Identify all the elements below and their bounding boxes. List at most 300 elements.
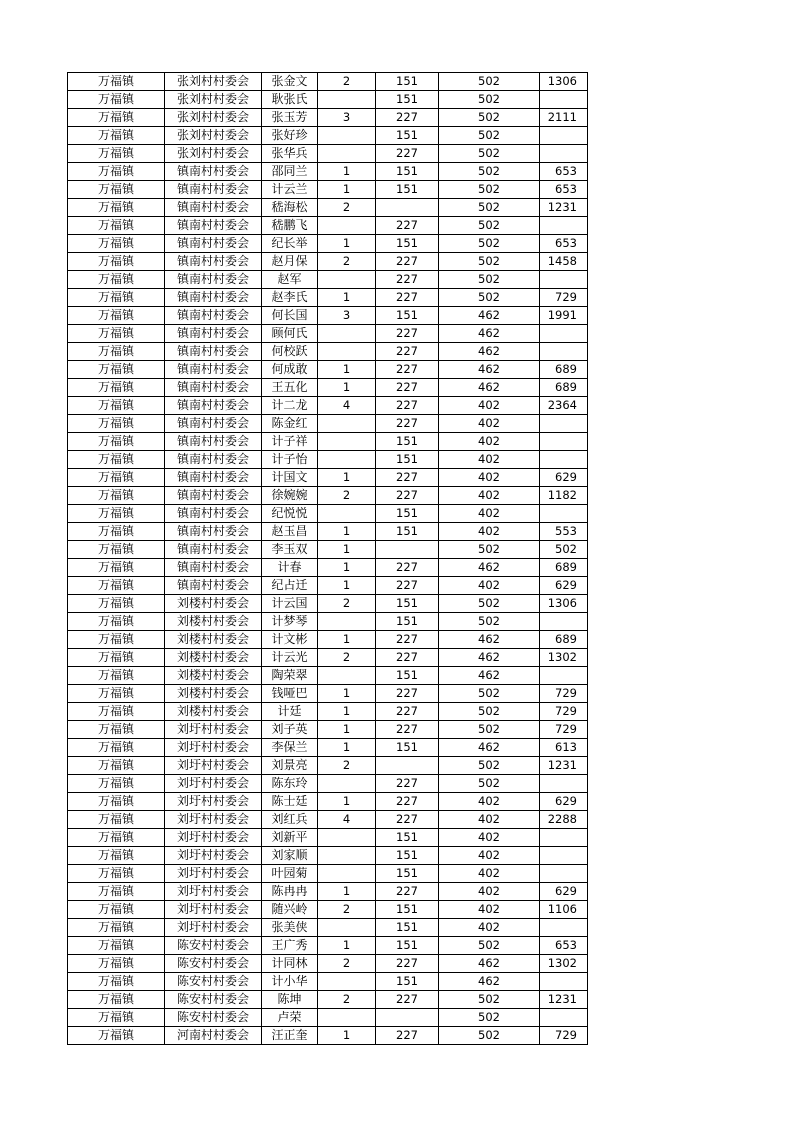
amount-a-cell: 227	[376, 703, 439, 721]
amount-b-cell: 402	[439, 811, 540, 829]
count-cell: 2	[318, 955, 376, 973]
village-committee-cell: 陈安村村委会	[165, 955, 262, 973]
village-committee-cell: 镇南村村委会	[165, 451, 262, 469]
amount-b-cell: 502	[439, 253, 540, 271]
total-cell: 629	[540, 793, 588, 811]
count-cell: 2	[318, 649, 376, 667]
town-cell: 万福镇	[68, 1027, 165, 1045]
name-cell: 计云光	[262, 649, 318, 667]
name-cell: 计云国	[262, 595, 318, 613]
town-cell: 万福镇	[68, 415, 165, 433]
count-cell	[318, 667, 376, 685]
amount-b-cell: 462	[439, 739, 540, 757]
amount-b-cell: 502	[439, 613, 540, 631]
name-cell: 计二龙	[262, 397, 318, 415]
table-row	[68, 595, 588, 613]
count-cell: 1	[318, 685, 376, 703]
table-row	[68, 415, 588, 433]
amount-b-cell: 402	[439, 847, 540, 865]
total-cell	[540, 613, 588, 631]
count-cell: 1	[318, 235, 376, 253]
amount-b-cell: 502	[439, 199, 540, 217]
town-cell: 万福镇	[68, 163, 165, 181]
table-row	[68, 307, 588, 325]
town-cell: 万福镇	[68, 451, 165, 469]
name-cell: 邵同兰	[262, 163, 318, 181]
total-cell: 1182	[540, 487, 588, 505]
count-cell: 1	[318, 631, 376, 649]
amount-a-cell: 227	[376, 253, 439, 271]
count-cell: 1	[318, 937, 376, 955]
village-committee-cell: 镇南村村委会	[165, 253, 262, 271]
village-committee-cell: 刘圩村村委会	[165, 829, 262, 847]
village-committee-cell: 镇南村村委会	[165, 217, 262, 235]
name-cell: 纪悦悦	[262, 505, 318, 523]
name-cell: 计春	[262, 559, 318, 577]
amount-b-cell: 502	[439, 1009, 540, 1027]
amount-a-cell: 151	[376, 613, 439, 631]
town-cell: 万福镇	[68, 991, 165, 1009]
count-cell	[318, 613, 376, 631]
total-cell	[540, 433, 588, 451]
town-cell: 万福镇	[68, 613, 165, 631]
total-cell: 1306	[540, 73, 588, 91]
amount-b-cell: 462	[439, 955, 540, 973]
name-cell: 顾何氏	[262, 325, 318, 343]
amount-b-cell: 402	[439, 793, 540, 811]
name-cell: 刘新平	[262, 829, 318, 847]
total-cell: 613	[540, 739, 588, 757]
town-cell: 万福镇	[68, 523, 165, 541]
table-row	[68, 91, 588, 109]
amount-b-cell: 402	[439, 829, 540, 847]
total-cell: 689	[540, 361, 588, 379]
name-cell: 嵇海松	[262, 199, 318, 217]
amount-b-cell: 402	[439, 433, 540, 451]
village-committee-cell: 刘楼村村委会	[165, 685, 262, 703]
name-cell: 纪长举	[262, 235, 318, 253]
town-cell: 万福镇	[68, 847, 165, 865]
table-row	[68, 289, 588, 307]
name-cell: 赵李氏	[262, 289, 318, 307]
amount-a-cell: 151	[376, 127, 439, 145]
total-cell: 689	[540, 631, 588, 649]
table-row	[68, 757, 588, 775]
table-row	[68, 271, 588, 289]
table-row	[68, 937, 588, 955]
amount-b-cell: 502	[439, 703, 540, 721]
town-cell: 万福镇	[68, 883, 165, 901]
amount-b-cell: 502	[439, 181, 540, 199]
village-committee-cell: 镇南村村委会	[165, 577, 262, 595]
village-committee-cell: 镇南村村委会	[165, 343, 262, 361]
name-cell: 何长国	[262, 307, 318, 325]
count-cell	[318, 415, 376, 433]
count-cell: 2	[318, 253, 376, 271]
town-cell: 万福镇	[68, 559, 165, 577]
total-cell: 2288	[540, 811, 588, 829]
village-committee-cell: 刘圩村村委会	[165, 919, 262, 937]
town-cell: 万福镇	[68, 217, 165, 235]
amount-b-cell: 502	[439, 991, 540, 1009]
count-cell	[318, 145, 376, 163]
amount-b-cell: 462	[439, 307, 540, 325]
total-cell	[540, 271, 588, 289]
village-committee-cell: 张刘村村委会	[165, 145, 262, 163]
table-row	[68, 613, 588, 631]
amount-a-cell: 151	[376, 829, 439, 847]
amount-a-cell: 151	[376, 505, 439, 523]
total-cell	[540, 667, 588, 685]
table-row	[68, 721, 588, 739]
village-committee-cell: 镇南村村委会	[165, 307, 262, 325]
village-committee-cell: 刘圩村村委会	[165, 739, 262, 757]
total-cell: 629	[540, 577, 588, 595]
table-row	[68, 181, 588, 199]
town-cell: 万福镇	[68, 811, 165, 829]
village-committee-cell: 镇南村村委会	[165, 325, 262, 343]
table-row	[68, 199, 588, 217]
town-cell: 万福镇	[68, 631, 165, 649]
amount-a-cell: 227	[376, 955, 439, 973]
total-cell	[540, 505, 588, 523]
amount-a-cell	[376, 1009, 439, 1027]
amount-a-cell: 151	[376, 919, 439, 937]
amount-b-cell: 502	[439, 127, 540, 145]
table-row	[68, 901, 588, 919]
name-cell: 计小华	[262, 973, 318, 991]
amount-b-cell: 462	[439, 343, 540, 361]
total-cell	[540, 325, 588, 343]
total-cell: 1302	[540, 955, 588, 973]
table-row	[68, 505, 588, 523]
name-cell: 何成敢	[262, 361, 318, 379]
count-cell: 1	[318, 361, 376, 379]
total-cell: 1991	[540, 307, 588, 325]
amount-b-cell: 502	[439, 685, 540, 703]
amount-a-cell: 151	[376, 937, 439, 955]
table-row	[68, 379, 588, 397]
amount-a-cell: 227	[376, 631, 439, 649]
town-cell: 万福镇	[68, 505, 165, 523]
count-cell	[318, 919, 376, 937]
table-row	[68, 667, 588, 685]
table-row	[68, 991, 588, 1009]
amount-b-cell: 462	[439, 649, 540, 667]
total-cell	[540, 343, 588, 361]
amount-a-cell: 151	[376, 973, 439, 991]
amount-b-cell: 462	[439, 379, 540, 397]
village-committee-cell: 刘楼村村委会	[165, 631, 262, 649]
count-cell	[318, 325, 376, 343]
town-cell: 万福镇	[68, 739, 165, 757]
table-row	[68, 523, 588, 541]
amount-b-cell: 502	[439, 163, 540, 181]
table-row	[68, 793, 588, 811]
town-cell: 万福镇	[68, 937, 165, 955]
count-cell: 2	[318, 757, 376, 775]
amount-b-cell: 402	[439, 883, 540, 901]
count-cell: 2	[318, 487, 376, 505]
town-cell: 万福镇	[68, 289, 165, 307]
count-cell	[318, 433, 376, 451]
table-row	[68, 451, 588, 469]
village-committee-cell: 镇南村村委会	[165, 397, 262, 415]
name-cell: 刘家顺	[262, 847, 318, 865]
total-cell: 553	[540, 523, 588, 541]
total-cell	[540, 127, 588, 145]
table-row	[68, 559, 588, 577]
total-cell: 2111	[540, 109, 588, 127]
village-committee-cell: 镇南村村委会	[165, 235, 262, 253]
amount-a-cell: 227	[376, 811, 439, 829]
amount-a-cell: 227	[376, 793, 439, 811]
amount-b-cell: 402	[439, 865, 540, 883]
amount-a-cell: 227	[376, 487, 439, 505]
amount-a-cell: 227	[376, 991, 439, 1009]
amount-a-cell: 227	[376, 289, 439, 307]
town-cell: 万福镇	[68, 91, 165, 109]
town-cell: 万福镇	[68, 919, 165, 937]
count-cell	[318, 343, 376, 361]
village-committee-cell: 刘圩村村委会	[165, 865, 262, 883]
amount-a-cell: 227	[376, 649, 439, 667]
amount-b-cell: 502	[439, 721, 540, 739]
table-row	[68, 469, 588, 487]
total-cell: 729	[540, 1027, 588, 1045]
village-committee-cell: 张刘村村委会	[165, 109, 262, 127]
amount-a-cell: 151	[376, 865, 439, 883]
village-committee-cell: 镇南村村委会	[165, 559, 262, 577]
amount-a-cell: 227	[376, 217, 439, 235]
town-cell: 万福镇	[68, 199, 165, 217]
name-cell: 陈坤	[262, 991, 318, 1009]
table-row	[68, 955, 588, 973]
town-cell: 万福镇	[68, 379, 165, 397]
count-cell: 1	[318, 703, 376, 721]
village-committee-cell: 镇南村村委会	[165, 199, 262, 217]
table-row	[68, 541, 588, 559]
amount-b-cell: 502	[439, 217, 540, 235]
village-committee-cell: 刘楼村村委会	[165, 649, 262, 667]
count-cell: 1	[318, 523, 376, 541]
village-committee-cell: 镇南村村委会	[165, 433, 262, 451]
town-cell: 万福镇	[68, 541, 165, 559]
amount-b-cell: 502	[439, 73, 540, 91]
total-cell: 653	[540, 181, 588, 199]
town-cell: 万福镇	[68, 649, 165, 667]
total-cell	[540, 775, 588, 793]
table-row	[68, 253, 588, 271]
town-cell: 万福镇	[68, 595, 165, 613]
amount-a-cell	[376, 541, 439, 559]
total-cell	[540, 415, 588, 433]
count-cell: 1	[318, 721, 376, 739]
amount-b-cell: 502	[439, 757, 540, 775]
town-cell: 万福镇	[68, 469, 165, 487]
village-committee-cell: 镇南村村委会	[165, 361, 262, 379]
count-cell	[318, 1009, 376, 1027]
total-cell: 689	[540, 379, 588, 397]
count-cell: 1	[318, 163, 376, 181]
table-row	[68, 1009, 588, 1027]
amount-a-cell: 227	[376, 775, 439, 793]
amount-a-cell	[376, 199, 439, 217]
name-cell: 陶荣翠	[262, 667, 318, 685]
town-cell: 万福镇	[68, 271, 165, 289]
name-cell: 陈冉冉	[262, 883, 318, 901]
town-cell: 万福镇	[68, 901, 165, 919]
amount-b-cell: 462	[439, 631, 540, 649]
count-cell	[318, 829, 376, 847]
town-cell: 万福镇	[68, 1009, 165, 1027]
amount-a-cell: 151	[376, 73, 439, 91]
village-committee-cell: 镇南村村委会	[165, 541, 262, 559]
total-cell	[540, 847, 588, 865]
town-cell: 万福镇	[68, 865, 165, 883]
total-cell: 1302	[540, 649, 588, 667]
town-cell: 万福镇	[68, 757, 165, 775]
town-cell: 万福镇	[68, 775, 165, 793]
table-row	[68, 235, 588, 253]
name-cell: 赵军	[262, 271, 318, 289]
total-cell: 1106	[540, 901, 588, 919]
amount-b-cell: 462	[439, 559, 540, 577]
table-row	[68, 847, 588, 865]
amount-b-cell: 502	[439, 109, 540, 127]
table-row	[68, 487, 588, 505]
count-cell	[318, 217, 376, 235]
count-cell: 1	[318, 541, 376, 559]
amount-b-cell: 402	[439, 901, 540, 919]
town-cell: 万福镇	[68, 73, 165, 91]
name-cell: 随兴岭	[262, 901, 318, 919]
name-cell: 计国文	[262, 469, 318, 487]
table-row	[68, 433, 588, 451]
town-cell: 万福镇	[68, 703, 165, 721]
town-cell: 万福镇	[68, 181, 165, 199]
amount-b-cell: 502	[439, 775, 540, 793]
table-body	[68, 73, 588, 1045]
amount-b-cell: 402	[439, 919, 540, 937]
amount-a-cell: 151	[376, 901, 439, 919]
count-cell	[318, 91, 376, 109]
amount-a-cell: 151	[376, 433, 439, 451]
count-cell: 2	[318, 73, 376, 91]
amount-a-cell: 227	[376, 325, 439, 343]
name-cell: 计同林	[262, 955, 318, 973]
table-row	[68, 865, 588, 883]
village-committee-cell: 镇南村村委会	[165, 289, 262, 307]
total-cell: 689	[540, 559, 588, 577]
amount-a-cell: 227	[376, 145, 439, 163]
amount-b-cell: 402	[439, 577, 540, 595]
count-cell	[318, 505, 376, 523]
amount-b-cell: 402	[439, 523, 540, 541]
name-cell: 李玉双	[262, 541, 318, 559]
village-committee-cell: 刘楼村村委会	[165, 613, 262, 631]
amount-b-cell: 402	[439, 487, 540, 505]
name-cell: 汪正奎	[262, 1027, 318, 1045]
amount-a-cell: 227	[376, 577, 439, 595]
total-cell: 729	[540, 721, 588, 739]
table-row	[68, 883, 588, 901]
name-cell: 张金文	[262, 73, 318, 91]
town-cell: 万福镇	[68, 721, 165, 739]
amount-a-cell: 227	[376, 361, 439, 379]
village-committee-cell: 刘圩村村委会	[165, 811, 262, 829]
name-cell: 王五化	[262, 379, 318, 397]
amount-b-cell: 502	[439, 145, 540, 163]
amount-b-cell: 502	[439, 541, 540, 559]
count-cell: 1	[318, 1027, 376, 1045]
amount-b-cell: 402	[439, 397, 540, 415]
total-cell	[540, 451, 588, 469]
name-cell: 计梦琴	[262, 613, 318, 631]
name-cell: 刘子英	[262, 721, 318, 739]
count-cell: 1	[318, 379, 376, 397]
table-row	[68, 649, 588, 667]
count-cell: 2	[318, 199, 376, 217]
amount-b-cell: 462	[439, 325, 540, 343]
amount-b-cell: 402	[439, 505, 540, 523]
name-cell: 徐婉婉	[262, 487, 318, 505]
amount-a-cell: 151	[376, 739, 439, 757]
town-cell: 万福镇	[68, 127, 165, 145]
total-cell: 629	[540, 469, 588, 487]
table-row	[68, 703, 588, 721]
table-row	[68, 145, 588, 163]
amount-a-cell: 151	[376, 181, 439, 199]
total-cell: 2364	[540, 397, 588, 415]
name-cell: 赵月保	[262, 253, 318, 271]
town-cell: 万福镇	[68, 433, 165, 451]
count-cell: 1	[318, 739, 376, 757]
village-committee-cell: 陈安村村委会	[165, 937, 262, 955]
amount-a-cell: 227	[376, 109, 439, 127]
amount-a-cell: 227	[376, 343, 439, 361]
amount-a-cell: 151	[376, 91, 439, 109]
village-committee-cell: 镇南村村委会	[165, 271, 262, 289]
total-cell	[540, 919, 588, 937]
table-row	[68, 127, 588, 145]
village-committee-cell: 刘楼村村委会	[165, 667, 262, 685]
total-cell: 729	[540, 289, 588, 307]
table-row	[68, 109, 588, 127]
name-cell: 叶园菊	[262, 865, 318, 883]
amount-b-cell: 502	[439, 1027, 540, 1045]
village-committee-cell: 刘圩村村委会	[165, 901, 262, 919]
name-cell: 计廷	[262, 703, 318, 721]
count-cell	[318, 775, 376, 793]
name-cell: 张玉芳	[262, 109, 318, 127]
amount-a-cell: 227	[376, 559, 439, 577]
name-cell: 计子祥	[262, 433, 318, 451]
town-cell: 万福镇	[68, 793, 165, 811]
town-cell: 万福镇	[68, 973, 165, 991]
count-cell: 4	[318, 397, 376, 415]
table-row	[68, 73, 588, 91]
name-cell: 李保兰	[262, 739, 318, 757]
name-cell: 耿张氏	[262, 91, 318, 109]
table-row	[68, 361, 588, 379]
total-cell: 1458	[540, 253, 588, 271]
total-cell: 1231	[540, 991, 588, 1009]
count-cell: 1	[318, 793, 376, 811]
town-cell: 万福镇	[68, 307, 165, 325]
amount-a-cell: 151	[376, 595, 439, 613]
total-cell: 1231	[540, 199, 588, 217]
